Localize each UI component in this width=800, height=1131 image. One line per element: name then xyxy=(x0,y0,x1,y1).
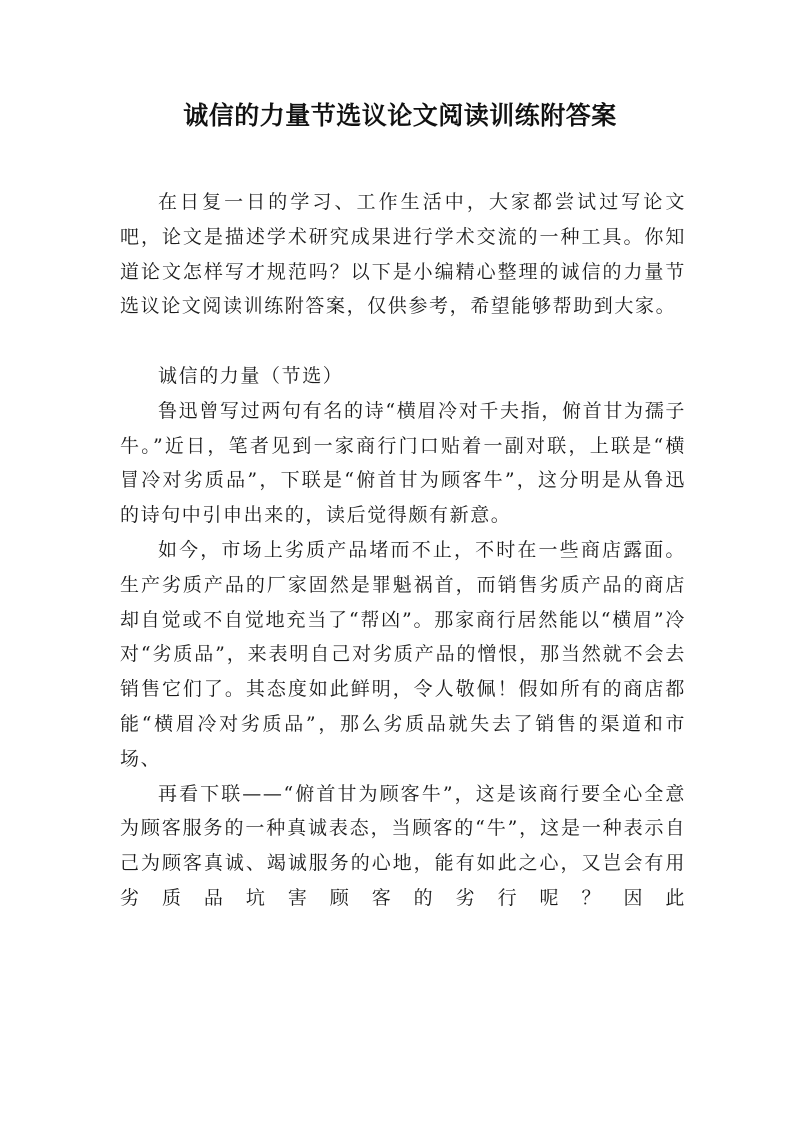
document-body xyxy=(120,185,686,916)
document-title: 诚信的力量节选议论文阅读训练附答案 xyxy=(183,101,617,130)
intro-paragraph: 在日复一日的学习、工作生活中，大家都尝试过写论文吧，论文是描述学术研究成果进行学术交流的一种工具。你知道论文怎样写才规范吗？以下是小编精心整理的诚信的力量节选议论文阅读训练附答案，仅供参考，希望能够帮助到大家。 xyxy=(120,191,686,318)
body-paragraph: 如今，市场上劣质产品堵而不止，不时在一些商店露面。生产劣质产品的厂家固然是罪魁祸首，而销售劣质产品的商店却自觉或不自觉地充当了“帮凶”。那家商行居然能以“横眉”冷对“劣质品”，来表明自己对劣质产品的憎恨，那当然就不会去销售它们了。其态度如此鲜明，令人敬佩！假如所有的商店都能“横眉冷对劣质品”，那么劣质品就失去了销售的渠道和市场、 xyxy=(120,538,686,770)
article-title: 诚信的力量（节选） xyxy=(158,364,344,387)
body-paragraph: 再看下联——“俯首甘为顾客牛”，这是该商行要全心全意为顾客服务的一种真诚表态，当顾客的“牛”，这是一种表示自己为顾客真诚、竭诚服务的心地，能有如此之心，又岂会有用劣质品坑害顾客的劣行呢？因此 xyxy=(120,782,686,909)
paragraph-spacer xyxy=(120,324,686,359)
body-paragraph: 鲁迅曾写过两句有名的诗“横眉冷对千夫指，俯首甘为孺子牛。”近日，笔者见到一家商行门口贴着一副对联，上联是“横冒冷对劣质品”，下联是“俯首甘为顾客牛”，这分明是从鲁迅的诗句中引申出来的，读后觉得颇有新意。 xyxy=(120,399,686,527)
